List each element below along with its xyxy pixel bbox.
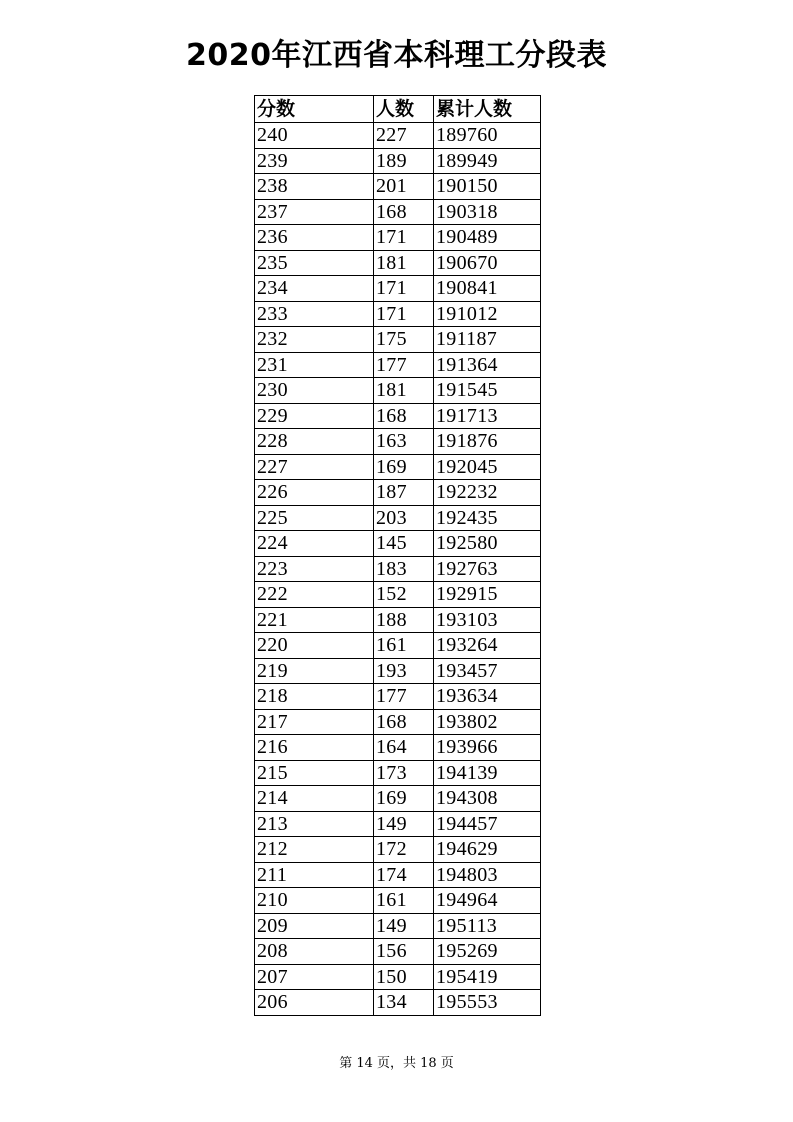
table-row — [255, 378, 541, 404]
table-row — [255, 862, 541, 888]
cell-count: 145 — [374, 531, 434, 557]
cell-cumulative: 190318 — [434, 199, 541, 225]
cell-cumulative: 192232 — [434, 480, 541, 506]
table-row — [255, 633, 541, 659]
cell-cumulative: 191545 — [434, 378, 541, 404]
cell-count: 177 — [374, 352, 434, 378]
table-row — [255, 199, 541, 225]
table-row — [255, 505, 541, 531]
table-row — [255, 123, 541, 149]
cell-count: 175 — [374, 327, 434, 353]
cell-cumulative: 193802 — [434, 709, 541, 735]
cell-count: 171 — [374, 276, 434, 302]
header-cumulative: 累计人数 — [434, 96, 541, 123]
cell-count: 169 — [374, 454, 434, 480]
table-row — [255, 531, 541, 557]
cell-score: 213 — [255, 811, 374, 837]
cell-count: 161 — [374, 633, 434, 659]
table-row — [255, 225, 541, 251]
cell-score: 216 — [255, 735, 374, 761]
table-row — [255, 837, 541, 863]
page-title: 2020年江西省本科理工分段表 — [186, 38, 607, 73]
cell-score: 235 — [255, 250, 374, 276]
cell-score: 214 — [255, 786, 374, 812]
cell-count: 149 — [374, 811, 434, 837]
table-row — [255, 913, 541, 939]
cell-score: 229 — [255, 403, 374, 429]
cell-cumulative: 193457 — [434, 658, 541, 684]
cell-count: 181 — [374, 250, 434, 276]
cell-score: 222 — [255, 582, 374, 608]
cell-count: 193 — [374, 658, 434, 684]
cell-score: 228 — [255, 429, 374, 455]
score-distribution-table — [254, 95, 541, 1016]
cell-score: 208 — [255, 939, 374, 965]
cell-cumulative: 195419 — [434, 964, 541, 990]
cell-score: 236 — [255, 225, 374, 251]
table-row — [255, 480, 541, 506]
cell-score: 206 — [255, 990, 374, 1016]
table-row — [255, 327, 541, 353]
cell-count: 164 — [374, 735, 434, 761]
cell-cumulative: 190489 — [434, 225, 541, 251]
cell-score: 232 — [255, 327, 374, 353]
cell-count: 169 — [374, 786, 434, 812]
cell-count: 168 — [374, 199, 434, 225]
table-row — [255, 939, 541, 965]
cell-cumulative: 191012 — [434, 301, 541, 327]
cell-count: 183 — [374, 556, 434, 582]
cell-count: 172 — [374, 837, 434, 863]
cell-score: 209 — [255, 913, 374, 939]
cell-count: 203 — [374, 505, 434, 531]
cell-count: 174 — [374, 862, 434, 888]
table-row — [255, 403, 541, 429]
cell-score: 219 — [255, 658, 374, 684]
cell-cumulative: 192045 — [434, 454, 541, 480]
header-count: 人数 — [374, 96, 434, 123]
cell-count: 171 — [374, 301, 434, 327]
cell-score: 234 — [255, 276, 374, 302]
cell-cumulative: 190150 — [434, 174, 541, 200]
cell-score: 226 — [255, 480, 374, 506]
cell-score: 218 — [255, 684, 374, 710]
cell-cumulative: 194139 — [434, 760, 541, 786]
cell-score: 239 — [255, 148, 374, 174]
cell-score: 212 — [255, 837, 374, 863]
cell-cumulative: 190841 — [434, 276, 541, 302]
cell-cumulative: 189949 — [434, 148, 541, 174]
table-row — [255, 990, 541, 1016]
table-row — [255, 786, 541, 812]
cell-count: 171 — [374, 225, 434, 251]
table-row — [255, 556, 541, 582]
table-row — [255, 148, 541, 174]
cell-count: 161 — [374, 888, 434, 914]
cell-count: 201 — [374, 174, 434, 200]
cell-cumulative: 194629 — [434, 837, 541, 863]
cell-count: 177 — [374, 684, 434, 710]
table-header-row — [255, 96, 541, 123]
cell-score: 230 — [255, 378, 374, 404]
cell-score: 210 — [255, 888, 374, 914]
cell-count: 150 — [374, 964, 434, 990]
cell-score: 224 — [255, 531, 374, 557]
table-body — [255, 123, 541, 1016]
cell-cumulative: 194308 — [434, 786, 541, 812]
cell-score: 211 — [255, 862, 374, 888]
table-row — [255, 250, 541, 276]
cell-score: 221 — [255, 607, 374, 633]
cell-score: 240 — [255, 123, 374, 149]
cell-cumulative: 193634 — [434, 684, 541, 710]
table-row — [255, 811, 541, 837]
cell-cumulative: 192435 — [434, 505, 541, 531]
cell-count: 152 — [374, 582, 434, 608]
cell-cumulative: 193264 — [434, 633, 541, 659]
cell-cumulative: 195553 — [434, 990, 541, 1016]
cell-count: 173 — [374, 760, 434, 786]
cell-cumulative: 192915 — [434, 582, 541, 608]
cell-score: 225 — [255, 505, 374, 531]
table-row — [255, 964, 541, 990]
table-row — [255, 301, 541, 327]
cell-cumulative: 193103 — [434, 607, 541, 633]
table-row — [255, 276, 541, 302]
cell-count: 181 — [374, 378, 434, 404]
cell-score: 223 — [255, 556, 374, 582]
cell-count: 168 — [374, 709, 434, 735]
cell-score: 233 — [255, 301, 374, 327]
cell-count: 189 — [374, 148, 434, 174]
cell-score: 215 — [255, 760, 374, 786]
table-row — [255, 352, 541, 378]
cell-cumulative: 191713 — [434, 403, 541, 429]
table-row — [255, 658, 541, 684]
cell-count: 134 — [374, 990, 434, 1016]
table-row — [255, 454, 541, 480]
table-row — [255, 429, 541, 455]
cell-score: 220 — [255, 633, 374, 659]
cell-count: 149 — [374, 913, 434, 939]
table-row — [255, 709, 541, 735]
cell-score: 227 — [255, 454, 374, 480]
cell-score: 238 — [255, 174, 374, 200]
cell-count: 188 — [374, 607, 434, 633]
cell-cumulative: 193966 — [434, 735, 541, 761]
cell-cumulative: 195269 — [434, 939, 541, 965]
page-footer: 第 14 页，共 18 页 — [339, 1056, 454, 1071]
cell-cumulative: 191364 — [434, 352, 541, 378]
header-score: 分数 — [255, 96, 374, 123]
cell-count: 187 — [374, 480, 434, 506]
table-row — [255, 760, 541, 786]
cell-cumulative: 194457 — [434, 811, 541, 837]
cell-count: 227 — [374, 123, 434, 149]
cell-count: 156 — [374, 939, 434, 965]
table-row — [255, 684, 541, 710]
cell-cumulative: 194803 — [434, 862, 541, 888]
cell-score: 217 — [255, 709, 374, 735]
cell-cumulative: 189760 — [434, 123, 541, 149]
table-row — [255, 888, 541, 914]
table-row — [255, 582, 541, 608]
cell-cumulative: 191876 — [434, 429, 541, 455]
cell-cumulative: 191187 — [434, 327, 541, 353]
cell-score: 231 — [255, 352, 374, 378]
cell-cumulative: 190670 — [434, 250, 541, 276]
table-row — [255, 607, 541, 633]
cell-cumulative: 192763 — [434, 556, 541, 582]
cell-count: 168 — [374, 403, 434, 429]
cell-cumulative: 195113 — [434, 913, 541, 939]
cell-cumulative: 192580 — [434, 531, 541, 557]
cell-score: 207 — [255, 964, 374, 990]
cell-cumulative: 194964 — [434, 888, 541, 914]
table-row — [255, 735, 541, 761]
cell-count: 163 — [374, 429, 434, 455]
cell-score: 237 — [255, 199, 374, 225]
table-row — [255, 174, 541, 200]
